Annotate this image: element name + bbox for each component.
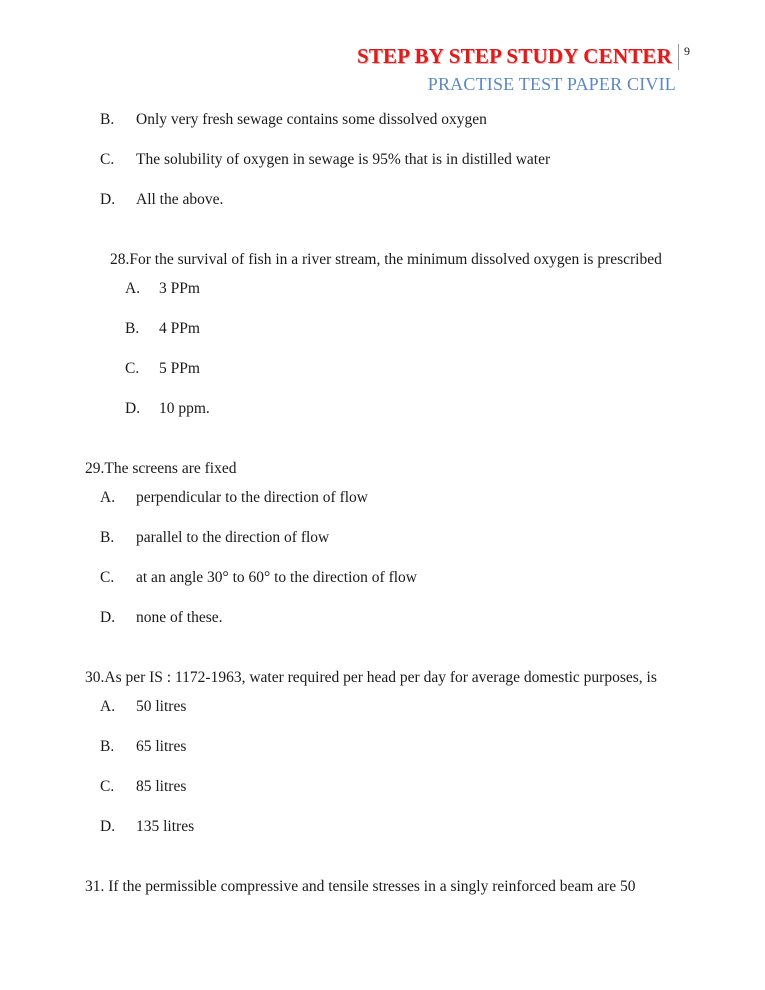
option-text: 50 litres	[136, 698, 187, 715]
list-item	[100, 737, 186, 756]
list-item	[100, 697, 186, 716]
question-number: 29.	[85, 460, 105, 477]
question-number: 28.	[110, 251, 130, 268]
option-marker: B.	[100, 529, 115, 546]
list-item	[100, 190, 223, 209]
option-marker: B.	[100, 738, 115, 755]
option-text: 10 ppm.	[159, 400, 210, 417]
question-28	[110, 250, 662, 269]
header-divider	[678, 44, 679, 70]
option-text: 135 litres	[136, 818, 195, 835]
list-item	[100, 568, 417, 587]
option-text: All the above.	[136, 191, 224, 208]
list-item	[100, 608, 223, 627]
question-text: As per IS : 1172-1963, water required per head per day for average domestic purposes, is	[104, 669, 657, 686]
question-29	[85, 459, 236, 478]
list-item	[125, 319, 200, 338]
option-marker: D.	[125, 400, 141, 417]
list-item	[125, 359, 200, 378]
page-header	[0, 0, 765, 100]
page-subtitle: PRACTISE TEST PAPER CIVIL	[427, 74, 676, 94]
option-text: 5 PPm	[159, 360, 200, 377]
option-marker: B.	[100, 111, 115, 128]
option-marker: A.	[100, 489, 116, 506]
option-text: 85 litres	[136, 778, 187, 795]
question-text: The screens are fixed	[104, 460, 237, 477]
option-text: The solubility of oxygen in sewage is 95% that is in distilled water	[136, 151, 551, 168]
list-item	[100, 488, 368, 507]
option-text: 65 litres	[136, 738, 187, 755]
question-number: 30.	[85, 669, 105, 686]
list-item	[100, 777, 186, 796]
question-text: If the permissible compressive and tensile stresses in a singly reinforced beam are 50	[104, 878, 636, 895]
list-item	[100, 528, 329, 547]
list-item	[125, 279, 200, 298]
list-item	[125, 399, 210, 418]
option-marker: C.	[125, 360, 140, 377]
option-marker: D.	[100, 191, 116, 208]
option-marker: D.	[100, 609, 116, 626]
option-text: Only very fresh sewage contains some dissolved oxygen	[136, 111, 487, 128]
option-marker: C.	[100, 569, 115, 586]
option-text: parallel to the direction of flow	[136, 529, 330, 546]
option-marker: B.	[125, 320, 140, 337]
option-text: 4 PPm	[159, 320, 200, 337]
list-item	[100, 150, 550, 169]
option-marker: A.	[100, 698, 116, 715]
list-item	[100, 817, 194, 836]
question-31	[85, 877, 636, 896]
question-text: For the survival of fish in a river stream, the minimum dissolved oxygen is prescribed	[129, 251, 662, 268]
page-number: 9	[684, 44, 690, 58]
list-item	[100, 110, 487, 129]
option-text: at an angle 30° to 60° to the direction of flow	[136, 569, 417, 586]
option-text: none of these.	[136, 609, 223, 626]
option-marker: A.	[125, 280, 141, 297]
option-marker: D.	[100, 818, 116, 835]
option-marker: C.	[100, 778, 115, 795]
page-title: STEP BY STEP STUDY CENTER	[356, 44, 672, 68]
question-number: 31.	[85, 878, 105, 895]
question-30	[85, 668, 657, 687]
option-text: perpendicular to the direction of flow	[136, 489, 368, 506]
option-marker: C.	[100, 151, 115, 168]
option-text: 3 PPm	[159, 280, 200, 297]
